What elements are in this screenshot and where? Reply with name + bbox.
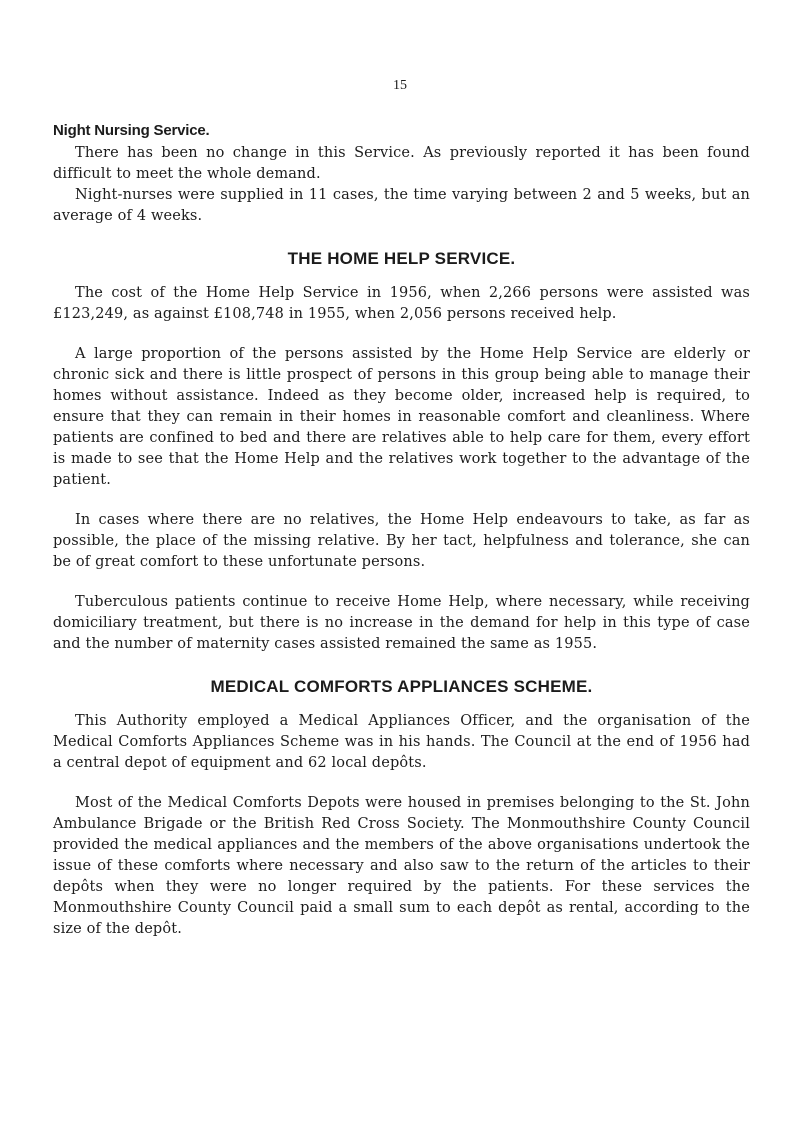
paragraph: This Authority employed a Medical Appliances Officer, and the organisation of the Medical Comforts Appliances Scheme was in his hands. The Council at the end of 1956 had a central depot of equipment and 62 local depôts. [53, 713, 750, 771]
paragraph: Tuberculous patients continue to receive Home Help, where necessary, while receiving domiciliary treatment, but there is no increase in the demand for help in this type of case and the number of maternity cases assisted remained the same as 1955. [53, 594, 750, 652]
paragraph: Night-nurses were supplied in 11 cases, the time varying between 2 and 5 weeks, but an average of 4 weeks. [53, 187, 750, 224]
paragraph: Most of the Medical Comforts Depots were housed in premises belonging to the St. John Ambulance Brigade or the British Red Cross Society. The Monmouthshire County Council provided the medical appliances and the members of the above organisations undertook the issue of these comforts where necessary and also saw to the return of the articles to their depôts when they were no longer required by the patients. For these services the Monmouthshire County Council paid a small sum to each depôt as rental, according to the size of the depôt. [53, 795, 750, 937]
page-number: 15 [393, 78, 407, 93]
section-medical-comforts [53, 677, 750, 940]
section-home-help [53, 249, 750, 655]
document-body [53, 122, 750, 940]
section-title-night-nursing: Night Nursing Service. [53, 122, 210, 139]
paragraph: There has been no change in this Service. As previously reported it has been found difficult to meet the whole demand. [53, 145, 750, 182]
paragraph: A large proportion of the persons assisted by the Home Help Service are elderly or chronic sick and there is little prospect of persons in this group being able to manage their homes without assistance. Indeed as they become older, increased help is required, to ensure that they can remain in their homes in reasonable comfort and cleanliness. Where patients are confined to bed and there are relatives able to help care for them, every effort is made to see that the Home Help and the relatives work together to the advantage of the patient. [53, 346, 750, 488]
section-title-medical-comforts: MEDICAL COMFORTS APPLIANCES SCHEME. [210, 677, 593, 696]
paragraph: The cost of the Home Help Service in 1956, when 2,266 persons were assisted was £123,249, as against £108,748 in 1955, when 2,056 persons received help. [53, 285, 750, 322]
section-title-home-help: THE HOME HELP SERVICE. [287, 249, 516, 268]
section-night-nursing [53, 122, 750, 227]
paragraph: In cases where there are no relatives, the Home Help endeavours to take, as far as possible, the place of the missing relative. By her tact, helpfulness and tolerance, she can be of great comfort to these unfortunate persons. [53, 512, 750, 570]
